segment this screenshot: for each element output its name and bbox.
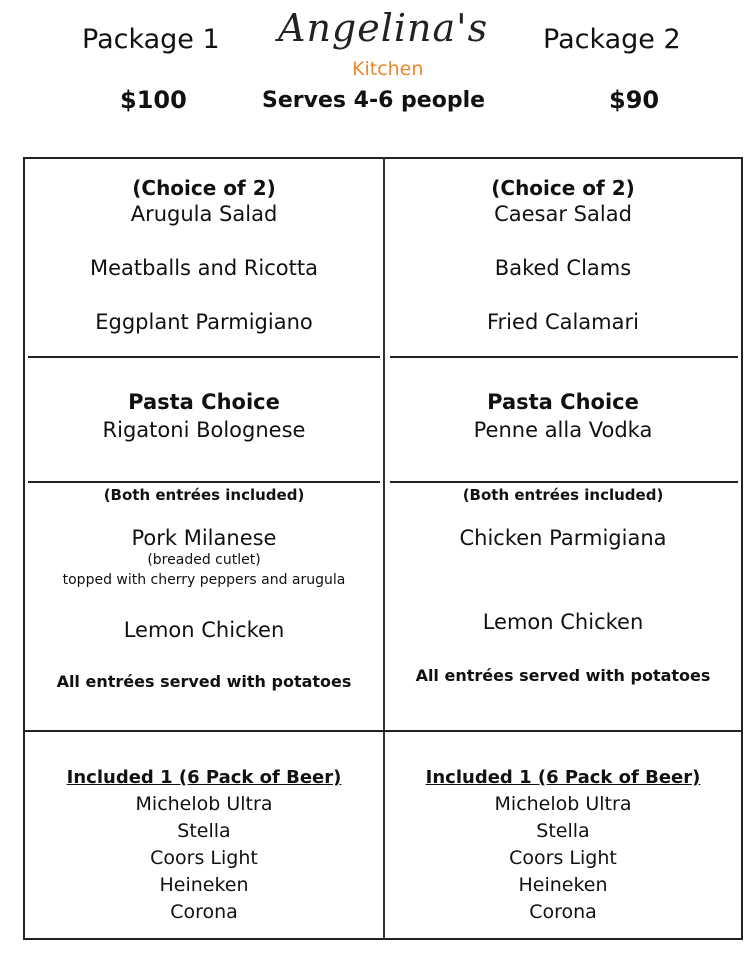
package1-starter-3: Eggplant Parmigiano [95, 310, 313, 334]
package1-entree-1-note-1: (breaded cutlet) [147, 552, 261, 568]
package2-starters [385, 176, 741, 334]
package2-beer-heading: Included 1 (6 Pack of Beer) [425, 767, 701, 788]
package1-entree-1-note-2: topped with cherry peppers and arugula [62, 572, 346, 588]
package2-entrees [385, 486, 741, 685]
package1-entrees-heading: (Both entrées included) [103, 486, 305, 504]
package2-price: $90 [609, 86, 660, 114]
package2-beer-2: Stella [536, 820, 590, 842]
package2-pasta-item: Penne alla Vodka [473, 418, 653, 442]
logo-name: Angelina's [278, 6, 489, 50]
package2-beer-4: Heineken [518, 874, 608, 896]
package2-entrees-note: All entrées served with potatoes [415, 666, 711, 685]
grid-divider-left-1 [28, 356, 380, 358]
package1-starters [25, 176, 383, 334]
package1-beer-1: Michelob Ultra [135, 793, 273, 815]
grid-divider-3 [23, 730, 743, 732]
package1-pasta-heading: Pasta Choice [128, 390, 280, 414]
package2-starter-3: Fried Calamari [487, 310, 639, 334]
package2-title: Package 2 [543, 24, 681, 55]
package1-title: Package 1 [82, 24, 220, 55]
package1-entrees-note: All entrées served with potatoes [56, 672, 352, 691]
package1-beer [25, 764, 383, 926]
package2-beer-3: Coors Light [509, 847, 617, 869]
package1-beer-2: Stella [177, 820, 231, 842]
package1-starter-2: Meatballs and Ricotta [90, 256, 318, 280]
package2-beer-1: Michelob Ultra [494, 793, 632, 815]
grid-divider-right-2 [390, 481, 738, 483]
package2-starters-heading: (Choice of 2) [491, 176, 635, 200]
package2-entree-2: Lemon Chicken [482, 610, 644, 634]
package1-beer-3: Coors Light [150, 847, 258, 869]
package1-entree-2: Lemon Chicken [123, 618, 285, 642]
package1-beer-4: Heineken [159, 874, 249, 896]
package2-pasta-heading: Pasta Choice [487, 390, 639, 414]
package1-price: $100 [120, 86, 187, 114]
package1-entrees [25, 486, 383, 691]
serves-text: Serves 4-6 people [262, 88, 486, 113]
package1-beer-5: Corona [170, 901, 238, 923]
package2-beer [385, 764, 741, 926]
package2-entree-1: Chicken Parmigiana [459, 526, 667, 550]
package2-starter-1: Caesar Salad [494, 202, 632, 226]
package1-starters-heading: (Choice of 2) [132, 176, 276, 200]
package2-starter-2: Baked Clams [494, 256, 632, 280]
package2-beer-5: Corona [529, 901, 597, 923]
package1-beer-heading: Included 1 (6 Pack of Beer) [66, 767, 342, 788]
grid-divider-right-1 [390, 356, 738, 358]
grid-divider-left-2 [28, 481, 380, 483]
package2-pasta [385, 390, 741, 442]
package1-starter-1: Arugula Salad [130, 202, 278, 226]
package1-pasta-item: Rigatoni Bolognese [102, 418, 306, 442]
package1-pasta [25, 390, 383, 442]
package1-entree-1: Pork Milanese [131, 526, 277, 550]
logo-subtitle: Kitchen [352, 58, 424, 80]
package2-entrees-heading: (Both entrées included) [462, 486, 664, 504]
